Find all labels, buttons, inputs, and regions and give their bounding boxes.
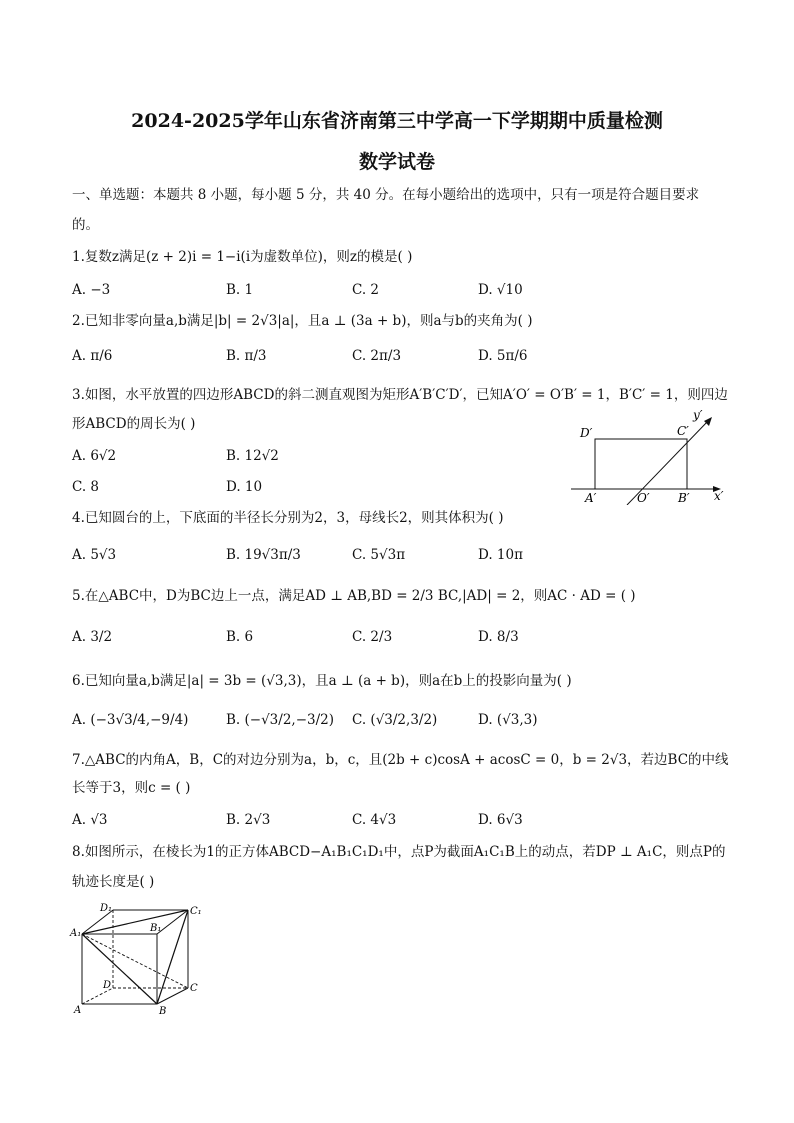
page-subtitle: 数学试卷 — [358, 151, 435, 173]
question-number: 3. — [72, 387, 85, 403]
label-x-prime: x′ — [714, 489, 724, 503]
option-d: D. 5π/6 — [478, 348, 528, 364]
question-text: 已知向量a,b满足|a| = 3b = (√3,3)，且a ⊥ (a + b)，则a在b上的投影向量为( ) — [84, 673, 572, 689]
section-a1b — [82, 934, 157, 1004]
option-b: B. π/3 — [226, 348, 267, 364]
option-b: B. 2√3 — [226, 812, 271, 828]
question-text: △ABC的内角A，B，C的对边分别为a，b，c，且(2b + c)cosA + acosC = 0，b = 2√3，若边BC的中线 — [84, 752, 729, 768]
question-text: 已知圆台的上，下底面的半径长分别为2，3，母线长2，则其体积为( ) — [84, 510, 504, 526]
label-c-prime: C′ — [677, 424, 689, 438]
label-b: B — [159, 1006, 167, 1017]
option-b: B. 12√2 — [226, 448, 279, 464]
y-axis-arrow — [704, 417, 712, 426]
option-c: C. (√3/2,3/2) — [352, 712, 438, 728]
label-b-prime: B′ — [678, 491, 690, 505]
question-7-stem — [72, 750, 729, 770]
question-8-stem — [72, 842, 726, 862]
label-a: A — [74, 1005, 82, 1016]
option-a: A. 5√3 — [72, 547, 117, 563]
rectangle-abcd — [595, 439, 687, 489]
label-c: C — [190, 983, 198, 994]
question-text: 在△ABC中，D为BC边上一点，满足AD ⊥ AB,BD = 2/3 BC,|AD| = 2，则AC · AD = ( ) — [84, 588, 636, 604]
label-b1: B₁ — [150, 923, 162, 934]
question-1-stem — [72, 247, 722, 267]
question-8-stem-cont: 轨迹长度是( ) — [72, 874, 155, 890]
question-6-stem — [72, 671, 722, 691]
question-2-stem — [72, 311, 722, 331]
question-number: 4. — [72, 510, 85, 526]
label-o-prime: O′ — [637, 491, 650, 505]
option-a: A. 3/2 — [72, 629, 113, 645]
question-text: 如图所示，在棱长为1的正方体ABCD−A₁B₁C₁D₁中，点P为截面A₁C₁B上的动点，若DP ⊥ A₁C，则点P的 — [84, 844, 726, 860]
question-5-stem — [72, 586, 722, 606]
question-text: 如图，水平放置的四边形ABCD的斜二测直观图为矩形A′B′C′D′，已知A′O′ = O′B′ = 1，B′C′ = 1，则四边 — [84, 387, 728, 403]
option-b: B. 19√3π/3 — [226, 547, 301, 563]
question-text: 复数z满足(z + 2)i = 1−i(i为虚数单位)，则z的模是( ) — [84, 249, 413, 265]
diagonal-a1c — [82, 934, 188, 988]
option-c: C. 4√3 — [352, 812, 397, 828]
option-c: C. 2π/3 — [352, 348, 402, 364]
question-number: 8. — [72, 844, 85, 860]
question-4-stem — [72, 508, 722, 528]
question-number: 6. — [72, 673, 85, 689]
option-d: D. 10 — [226, 479, 263, 495]
option-d: D. 6√3 — [478, 812, 523, 828]
option-c: C. 5√3π — [352, 547, 406, 563]
label-d1: D₁ — [100, 903, 113, 914]
option-a: A. (−3√3/4,−9/4) — [72, 712, 189, 728]
oblique-projection-figure — [565, 405, 730, 505]
label-c1: C₁ — [190, 906, 202, 917]
page-title: 2024-2025学年山东省济南第三中学高一下学期期中质量检测 — [131, 110, 663, 132]
label-d: D — [103, 980, 112, 991]
option-a: A. 6√2 — [72, 448, 117, 464]
question-number: 7. — [72, 752, 85, 768]
option-b: B. (−√3/2,−3/2) — [226, 712, 335, 728]
label-d-prime: D′ — [580, 426, 593, 440]
cube-figure — [68, 900, 208, 1018]
option-a: A. √3 — [72, 812, 108, 828]
option-d: D. (√3,3) — [478, 712, 538, 728]
label-y-prime: y′ — [693, 408, 703, 422]
option-c: C. 2 — [352, 282, 380, 298]
question-number: 5. — [72, 588, 85, 604]
label-a-prime: A′ — [585, 491, 597, 505]
question-3-stem-cont: 形ABCD的周长为( ) — [72, 416, 196, 432]
option-a: A. π/6 — [72, 348, 113, 364]
option-a: A. −3 — [72, 282, 111, 298]
option-b: B. 1 — [226, 282, 254, 298]
question-number: 2. — [72, 313, 85, 329]
section-intro-cont: 的。 — [72, 217, 99, 233]
option-d: D. 8/3 — [478, 629, 519, 645]
question-3-stem — [72, 385, 728, 405]
option-d: D. √10 — [478, 282, 523, 298]
option-d: D. 10π — [478, 547, 523, 563]
section-intro: 一、单选题：本题共 8 小题，每小题 5 分，共 40 分。在每小题给出的选项中，只有一项是符合题目要求 — [72, 187, 700, 203]
question-7-stem-cont: 长等于3，则c = ( ) — [72, 780, 191, 796]
option-c: C. 8 — [72, 479, 100, 495]
option-b: B. 6 — [226, 629, 254, 645]
question-text: 已知非零向量a,b满足|b| = 2√3|a|，且a ⊥ (3a + b)，则a与b的夹角为( ) — [84, 313, 533, 329]
label-a1: A₁ — [70, 928, 82, 939]
option-c: C. 2/3 — [352, 629, 393, 645]
question-number: 1. — [72, 249, 85, 265]
